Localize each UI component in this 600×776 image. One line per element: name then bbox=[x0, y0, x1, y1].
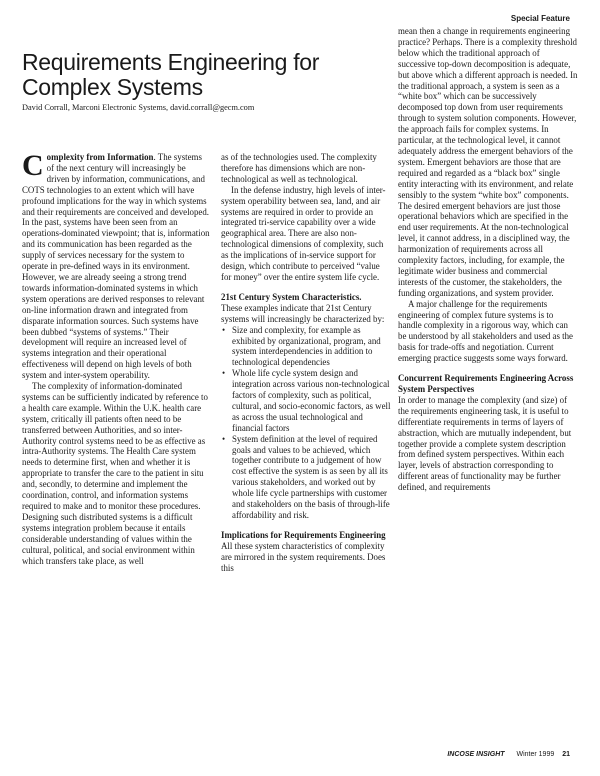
list-item: • System definition at the level of required goals and values to be achieved, which together contribute to a judgement of how cost effective the system is as seen by all its various stakeholders, and worked out by whole life cycle partnerships with customer and stakeholders on the basis of through-life affordability and risk. bbox=[221, 434, 391, 521]
drop-cap: C bbox=[22, 149, 44, 182]
page-footer bbox=[447, 751, 570, 758]
author-byline: David Corrall, Marconi Electronic Systems, david.corrall@gecm.com bbox=[22, 103, 255, 112]
col1-paragraph-1 bbox=[22, 149, 210, 381]
col3-paragraph-3: In order to manage the complexity (and size) of the requirements engineering task, it is useful to differentiate requirements in terms of layers of abstraction, which are mutually independent, but together provide a complete system description from defined system perspectives. Within each layer, levels of abstraction corresponding to different areas of functionality may be further defined, and requirements bbox=[398, 394, 572, 493]
col3-paragraph-2: A major challenge for the requirements engineering of complex future systems is to handle complexity in a rigorous way, which can be understood by all stakeholders and used as the basis for trade-offs and negotiation. Current emerging practice suggests some ways forward. bbox=[398, 298, 573, 364]
col3-paragraph-1: mean then a change in requirements engineering practice? Perhaps. There is a complexity threshold below which the traditional approach of successive top-down decomposition is adequate, but above which a different approach is needed. In the traditional approach, a system is seen as a “white box” which can be successively decomposed top down from user requirements through to system solution components. However, the approach fails for complex systems. In particular, at the technological level, it cannot adequately address the emergent behaviors of the system. Emergent behaviors are those that are required and regarded as a “black box” single entity interacting with its environment, and relate sensibly to the system “white box” components. The desired emergent behaviors are just those operational behaviors which are specified in the end user requirements. At the non-technological level, it cannot address, in a disciplined way, the harmonization of requirements across all complexity factors, including, for example, the legitimate wider business and commercial interests of the customer, the stakeholders, the funding organizations, and system provider. bbox=[398, 26, 578, 298]
title-line-1: Requirements Engineering for bbox=[22, 49, 320, 75]
article-title bbox=[22, 50, 402, 100]
characteristics-list bbox=[221, 325, 391, 521]
col2-paragraph-2: In the defense industry, high levels of inter-system operability between sea, land, and air systems are required in order to provide an integrated tri-service capability over a wide geographical area. There are also non-technological dimensions of complexity, such as the implications of in-service support for design, which contribute to perceived “value for money” over the entire system life cycle. bbox=[221, 184, 386, 282]
section-heading-concurrent: Concurrent Requirements Engineering Across System Perspectives bbox=[398, 373, 574, 394]
title-line-2: Complex Systems bbox=[22, 74, 203, 100]
page-number: 21 bbox=[562, 751, 570, 758]
column-1 bbox=[22, 149, 210, 566]
list-item: • Whole life cycle system design and integration across various non-technological factors of complexity, such as political, cultural, and socio-economic factors, as well as across the usual technological and financial factors bbox=[221, 368, 391, 433]
column-3 bbox=[398, 26, 578, 493]
column-2 bbox=[221, 152, 391, 574]
lead-heading: omplexity from Information bbox=[46, 152, 154, 162]
list-item: • Size and complexity, for example as exhibited by organizational, program, and system interdependencies in addition to technological dependencies bbox=[221, 325, 391, 369]
section-heading-implications: Implications for Requirements Engineering bbox=[221, 529, 386, 540]
magazine-name: INCOSE INSIGHT bbox=[447, 751, 505, 758]
issue-date: Winter 1999 bbox=[516, 751, 555, 758]
col1-paragraph-2: The complexity of information-dominated systems can be sufficiently indicated by reference to a health care example. Within the U.K. health care system, critically ill patients often need to be transferred between Authorities, and so inter-Authority control systems need to be as effective as intra-Authority systems. The Health Care system needs to determine first, when and whether it is appropriate to transfer the care to the patient in situ and, secondly, to determine and implement the coordination, control, and information systems required to make and to monitor these procedures. Designing such distributed systems is a difficult systems integration problem because it entails considerable understanding of values within the cultural, political, and social environment within which transfers take place, as well bbox=[22, 381, 208, 566]
col1-paragraph-1-text: The systems of the next century will increasingly be driven by information, communications, and COTS technologies to an extent which will have profound implications for the way in which systems and their requirements are conceived and developed. In the past, systems have been seen from an operations-dominated viewpoint; that is, information and its communication has been regarded as the supply of services necessary for the system to operate in pre-defined ways in its environment. However, we are already seeing a strong trend towards information-dominated systems in which system operations are derived responses to relevant on-line information drawn and integrated from disparate information sources. Such systems have been dubbed “systems of systems.” Their development will require an increased level of systems integration and their operational effectiveness will depend on high levels of both system and inter-system operability. bbox=[22, 152, 210, 381]
col2-paragraph-3: These examples indicate that 21st Century systems will increasingly be characterized by: bbox=[221, 302, 385, 324]
col2-paragraph-1: as of the technologies used. The complexity therefore has dimensions which are non-technological as well as technological. bbox=[221, 152, 377, 184]
section-heading-21st-century: 21st Century System Characteristics. bbox=[221, 291, 362, 302]
section-label: Special Feature bbox=[510, 14, 570, 23]
lead-period: . bbox=[153, 152, 156, 162]
col2-paragraph-4: All these system characteristics of complexity are mirrored in the system requirements. Does this bbox=[221, 540, 386, 573]
